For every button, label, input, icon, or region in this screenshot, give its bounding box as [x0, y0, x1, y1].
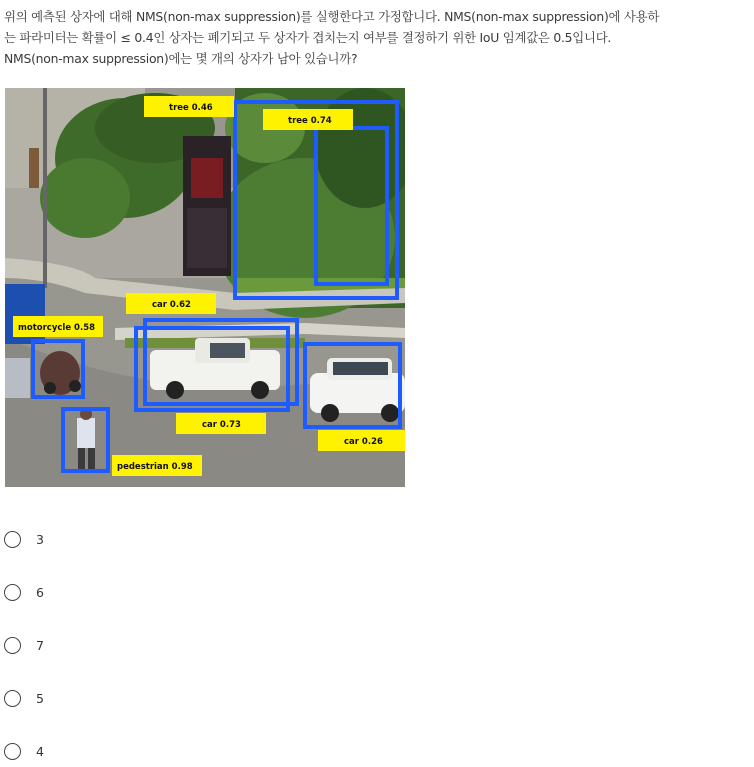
- street-scene-illustration: [5, 88, 405, 487]
- question-line-1: 위의 예측된 상자에 대해 NMS(non-max suppression)를 실행한다고 가정합니다. NMS(non-max suppression)에 사용하: [4, 9, 660, 24]
- question-line-2-end: 0.4인 상자는 폐기되고 두 상자가 겹치는지 여부를 결정하기 위한 IoU 임계값은 0.5입니다.: [130, 30, 612, 45]
- radio-button-2[interactable]: [4, 584, 21, 601]
- radio-button-4[interactable]: [4, 690, 21, 707]
- question-line-3: NMS(non-max suppression)에는 몇 개의 상자가 남아 있습니까?: [4, 51, 358, 66]
- option-label-5: 4: [36, 743, 44, 759]
- label-car-3: car 0.26: [344, 437, 383, 447]
- option-label-4: 5: [36, 690, 44, 706]
- option-1[interactable]: [4, 528, 44, 550]
- label-tree-1: tree 0.46: [169, 103, 213, 113]
- label-motorcycle: motorcycle 0.58: [18, 323, 96, 333]
- label-tree-2: tree 0.74: [288, 116, 332, 126]
- less-equal-symbol: ≤: [120, 30, 131, 45]
- detection-image: [5, 88, 405, 487]
- option-label-1: 3: [36, 531, 44, 547]
- option-label-2: 6: [36, 584, 44, 600]
- label-pedestrian: pedestrian 0.98: [117, 462, 193, 472]
- label-car-2: car 0.73: [202, 420, 241, 430]
- option-5[interactable]: [4, 740, 44, 762]
- option-3[interactable]: [4, 634, 44, 656]
- question-text: [4, 6, 750, 69]
- option-2[interactable]: [4, 581, 44, 603]
- radio-button-5[interactable]: [4, 743, 21, 760]
- question-line-2-start: 는 파라미터는 확률이: [4, 30, 121, 45]
- option-label-3: 7: [36, 637, 44, 653]
- radio-button-1[interactable]: [4, 531, 21, 548]
- radio-button-3[interactable]: [4, 637, 21, 654]
- label-car-1: car 0.62: [152, 300, 191, 310]
- option-4[interactable]: [4, 687, 44, 709]
